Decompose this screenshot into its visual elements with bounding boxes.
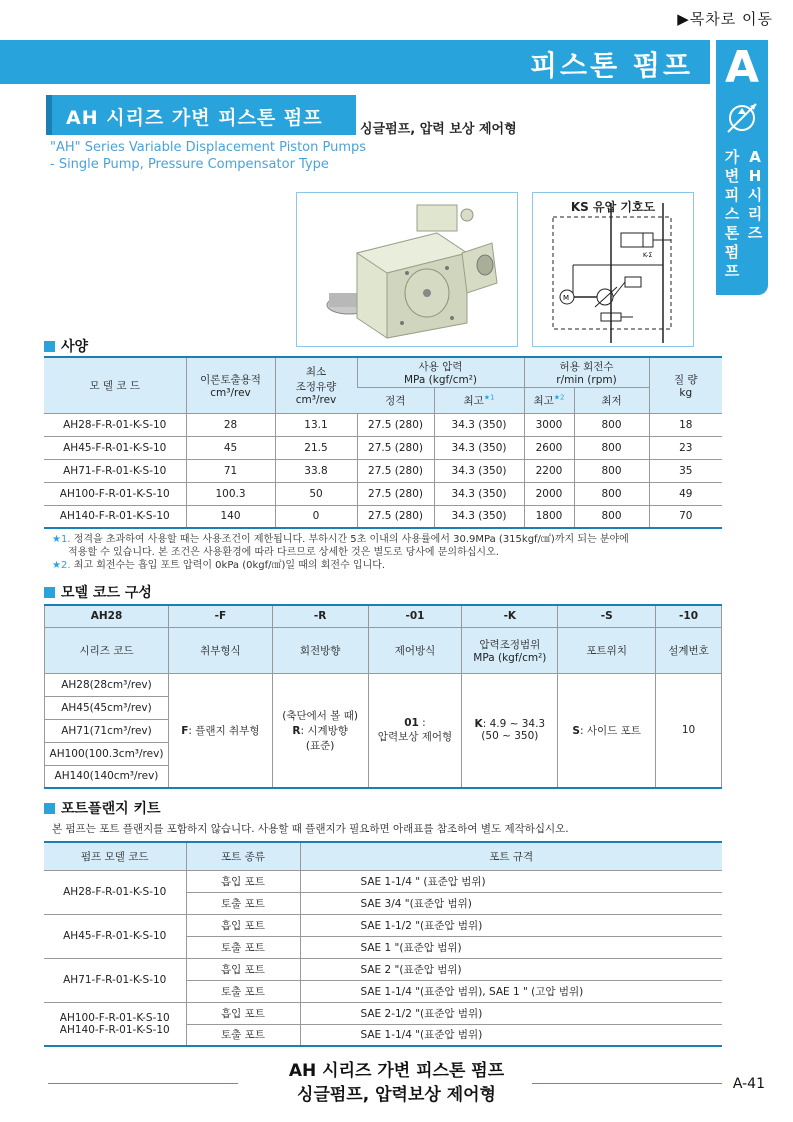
side-tab-col1: 가 변 피 스 톤 펌 프 bbox=[724, 148, 740, 280]
table-row: 토출 포트 SAE 3/4 "(표준압 범위) bbox=[44, 892, 722, 914]
mount-type: F: 플랜지 취부형 bbox=[168, 673, 272, 788]
side-tab-letter: A bbox=[724, 42, 760, 93]
header-max-speed: 최고$^{★2}$ bbox=[524, 387, 574, 413]
header-min-flow: 최소 조정유량 cm³/rev bbox=[275, 357, 357, 413]
header-speed: 허용 회전수 r/min (rpm) bbox=[524, 357, 649, 387]
table-row: AH100-F-R-01-K-S-10 AH140-F-R-01-K-S-10 흡입 포트 SAE 2-1/2 "(표준압 범위) bbox=[44, 1002, 722, 1024]
model-code-section-title: 모델 코드 구성 bbox=[44, 582, 152, 602]
footer-line-right bbox=[532, 1083, 722, 1084]
design-number: 10 bbox=[656, 673, 722, 788]
port-position: S: 사이드 포트 bbox=[558, 673, 656, 788]
table-row: AH140-F-R-01-K-S-10 140 0 27.5 (280) 34.3 (350) 1800 800 70 bbox=[44, 505, 722, 528]
table-row: 토출 포트 SAE 1-1/4 "(표준압 범위) bbox=[44, 1024, 722, 1046]
table-row: AH45-F-R-01-K-S-10 45 21.5 27.5 (280) 34.3 (350) 2600 800 23 bbox=[44, 436, 722, 459]
side-tab-col2: A H 시 리 즈 bbox=[747, 148, 763, 242]
spec-note-2: ★2. 최고 회전수는 흡입 포트 압력이 0kPa (0kgf/㎠)일 때의 회전수 입니다. bbox=[52, 560, 386, 571]
page-number: A-41 bbox=[732, 1076, 765, 1092]
spec-table bbox=[44, 356, 722, 529]
table-row: AH71-F-R-01-K-S-10 71 33.8 27.5 (280) 34.3 (350) 2200 800 35 bbox=[44, 459, 722, 482]
flange-table: 펌프 모델 코드 포트 종류 포트 규격 AH28-F-R-01-K-S-10 흡입 포트 SAE 1-1/4 " (표준압 범위) 토출 포트 SAE 3/4 "(표준압 범위) AH45-F-R-01-K-S-10 흡입 포트 SAE 1-1/2 "(표준압 범위) 토출 포트 SAE 1 "(표준압 범위) AH71-F-R-01-K-S-10 흡입 포트 SAE 2 "(표준압 범위) 토출 포트 SAE 1-1/4 "(표준압 범위), SAE 1 " (고압 범위) AH100-F-R-01-K-S-10 AH140-F-R-01-K-S-10 흡입 포트 SAE 2-1/2 "(표준압 범위) 토출 포트 SAE 1-1/4 "(표준압 범위) bbox=[44, 841, 722, 1047]
pump-photo bbox=[296, 192, 518, 347]
header-displacement: 이론토출용적 cm³/rev bbox=[186, 357, 275, 413]
header-min-speed: 최저 bbox=[574, 387, 649, 413]
footer-title: AH 시리즈 가변 피스톤 펌프 bbox=[288, 1061, 505, 1081]
english-title: "AH" Series Variable Displacement Piston Pumps bbox=[50, 140, 367, 155]
svg-text:K-Σ: K-Σ bbox=[643, 252, 653, 259]
page-title: AH 시리즈 가변 피스톤 펌프 bbox=[66, 107, 323, 129]
english-subtitle: - Single Pump, Pressure Compensator Type bbox=[50, 157, 329, 172]
svg-text:M: M bbox=[563, 294, 570, 302]
header-mass: 질 량 kg bbox=[649, 357, 722, 413]
table-row: AH100-F-R-01-K-S-10 100.3 50 27.5 (280) 34.3 (350) 2000 800 49 bbox=[44, 482, 722, 505]
table-row: AH45-F-R-01-K-S-10 흡입 포트 SAE 1-1/2 "(표준압 범위) bbox=[44, 914, 722, 936]
model-code-table: AH28 -F -R -01 -K -S -10 시리즈 코드 취부형식 회전방향 제어방식 압력조정범위 MPa (kgf/cm²) 포트위치 설계번호 AH28(28cm³/rev) F: 플랜지 취부형 (축단에서 볼 때) R: 시계방향 (표준) 01 : 압력보상 제어형 K: 4.9 ~ 34.3 (50 ~ 350) S: 사이드 포트 10 AH45(45cm³/rev) AH71(71cm³/rev) AH100(100.3cm³/rev) AH140(140cm³/rev) bbox=[44, 604, 722, 789]
pressure-range: K: 4.9 ~ 34.3 (50 ~ 350) bbox=[462, 673, 558, 788]
footer-subtitle: 싱글펌프, 압력보상 제어형 bbox=[297, 1085, 496, 1105]
table-row: AH28-F-R-01-K-S-10 흡입 포트 SAE 1-1/4 " (표준압 범위) bbox=[44, 870, 722, 892]
hydraulic-symbol-diagram bbox=[532, 192, 694, 347]
header-rated: 정격 bbox=[357, 387, 434, 413]
page-subtitle: 싱글펌프, 압력 보상 제어형 bbox=[360, 122, 517, 137]
spec-section-title: 사양 bbox=[44, 336, 88, 356]
symbol-title: KS 유압 기호도 bbox=[570, 200, 656, 214]
table-row: AH28-F-R-01-K-S-10 28 13.1 27.5 (280) 34.3 (350) 3000 800 18 bbox=[44, 413, 722, 436]
header-max-pressure: 최고$^{★1}$ bbox=[434, 387, 524, 413]
spec-note-1-cont: 적용할 수 있습니다. 본 조건은 사용환경에 따라 다르므로 상세한 것은 별도로 당사에 문의하십시오. bbox=[68, 547, 499, 558]
table-row: AH71-F-R-01-K-S-10 흡입 포트 SAE 2 "(표준압 범위) bbox=[44, 958, 722, 980]
rotation: (축단에서 볼 때) R: 시계방향 (표준) bbox=[272, 673, 368, 788]
footer-line-left bbox=[48, 1083, 238, 1084]
header-title: 피스톤 펌프 bbox=[530, 49, 693, 82]
flange-section-title: 포트플랜지 키트 bbox=[44, 798, 161, 818]
header-model: 모 델 코 드 bbox=[44, 357, 186, 413]
variable-pump-icon bbox=[724, 100, 760, 136]
header-pressure: 사용 압력 MPa (kgf/cm²) bbox=[357, 357, 524, 387]
flange-description: 본 펌프는 포트 플랜지를 포함하지 않습니다. 사용할 때 플랜지가 필요하면 아래표를 참조하여 별도 제작하십시오. bbox=[52, 823, 569, 835]
table-row: 토출 포트 SAE 1-1/4 "(표준압 범위), SAE 1 " (고압 범위) bbox=[44, 980, 722, 1002]
table-row: 토출 포트 SAE 1 "(표준압 범위) bbox=[44, 936, 722, 958]
toc-link[interactable]: ▶목차로 이동 bbox=[677, 10, 773, 28]
control: 01 : 압력보상 제어형 bbox=[368, 673, 462, 788]
spec-note-1: ★1. 정격을 초과하여 사용할 때는 사용조건이 제한됩니다. 부하시간 5초 이내의 사용률에서 30.9MPa (315kgf/㎠)까지 되는 분야에 bbox=[52, 534, 629, 545]
